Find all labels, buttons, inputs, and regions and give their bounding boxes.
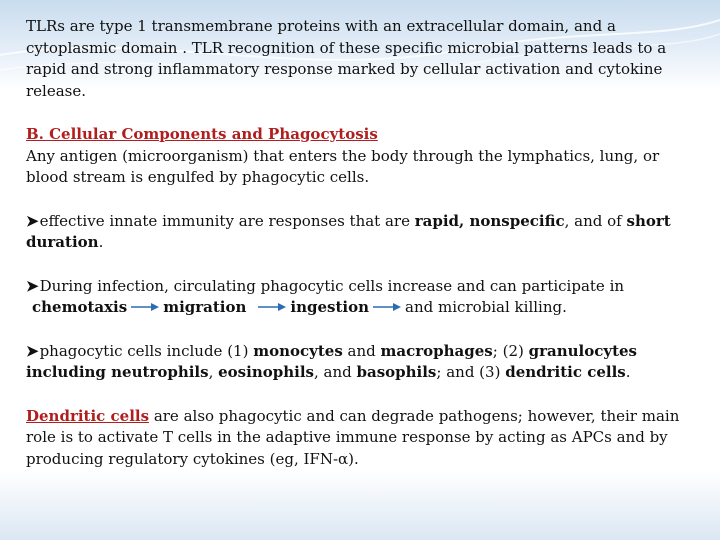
bullet-text: ; and (3)	[436, 363, 506, 381]
flow-tail: and microbial killing.	[405, 298, 567, 316]
bullet-text: During infection, circulating phagocytic cells increase and can participate in	[39, 276, 625, 295]
flow-step-ingestion: ingestion	[290, 298, 370, 316]
bullet-text: , and	[313, 363, 357, 381]
bullet-text: .	[625, 363, 631, 381]
bullet-infection	[26, 276, 698, 298]
flow-step-chemotaxis: chemotaxis	[32, 298, 128, 316]
bold-term: granulocytes including neutrophils	[26, 341, 638, 381]
bold-term: dendritic cells	[505, 363, 626, 381]
arrow-bullet-icon: ➤	[26, 211, 39, 230]
bullet-text: and	[342, 341, 381, 360]
bullet-text: , and of	[564, 211, 627, 230]
bold-term: short duration	[26, 211, 671, 251]
flow-step-migration: migration	[163, 298, 247, 316]
section-heading: B. Cellular Components and Phagocytosis	[26, 125, 378, 143]
phagocytosis-flow	[32, 297, 698, 319]
bold-term: rapid, nonspecific	[414, 211, 565, 230]
bold-term: macrophages	[380, 341, 493, 360]
bold-term: eosinophils	[218, 363, 314, 381]
bullet-innate-immunity	[26, 211, 698, 254]
footer-gradient	[0, 470, 720, 540]
bullet-phagocytic-cells	[26, 341, 698, 384]
bullet-text: effective innate immunity are responses that are	[39, 211, 415, 230]
dendritic-term: Dendritic cells	[26, 406, 150, 425]
bullet-text: .	[98, 233, 104, 251]
dendritic-text: are also phagocytic and can degrade pathogens; however, their main role is to activate T cells in the adaptive immune response by acting as APCs and by producing regulatory cytokines (eg, IFN-α).	[26, 406, 680, 468]
slide-content	[26, 16, 698, 470]
section-text: Any antigen (microorganism) that enters the body through the lymphatics, lung, or blood stream is engulfed by phagocytic cells.	[26, 146, 660, 186]
bullet-text: ,	[208, 363, 219, 381]
right-arrow-icon	[373, 302, 401, 312]
bullet-text: phagocytic cells include (1)	[39, 341, 254, 360]
bold-term: monocytes	[253, 341, 343, 360]
right-arrow-icon	[258, 302, 286, 312]
arrow-bullet-icon: ➤	[26, 341, 39, 360]
bullet-text: ; (2)	[492, 341, 529, 360]
bold-term: basophils	[356, 363, 437, 381]
arrow-bullet-icon: ➤	[26, 276, 39, 295]
dendritic-paragraph	[26, 406, 698, 471]
tlr-paragraph: TLRs are type 1 transmembrane proteins with an extracellular domain, and a cytoplasmic domain . TLR recognition of these specific microbial patterns leads to a rapid and strong inflammatory response marked by cellular activation and cytokine release.	[26, 17, 667, 100]
right-arrow-icon	[131, 302, 159, 312]
